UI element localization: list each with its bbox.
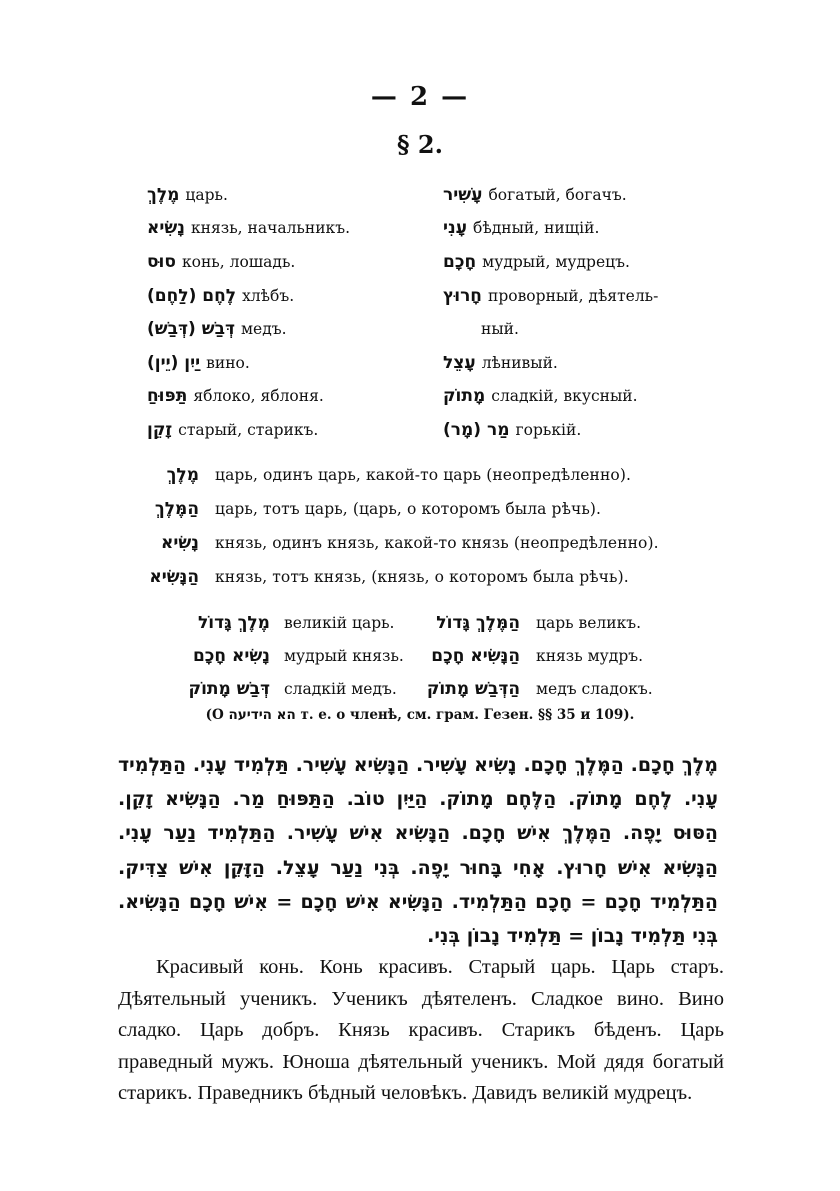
vocab-entry-continuation (443, 312, 743, 346)
vocab-russian: конь, лошадь. (181, 252, 296, 271)
vocab-russian: ный. (481, 320, 519, 339)
vocab-hebrew: לֶחֶם (לַחֶם) (147, 285, 237, 306)
article-examples (135, 458, 735, 594)
article-row (135, 526, 735, 560)
vocab-hebrew: נָשִׂיא (147, 218, 185, 239)
note-hebrew: הא הידיעה (228, 707, 296, 723)
note-prefix: (О (205, 707, 224, 723)
phrase-row (180, 606, 700, 639)
article-row (135, 492, 735, 526)
phrase-russian-predicative: князь мудръ. (536, 646, 644, 665)
hebrew-exercise: מֶלֶךְ חָכָם. הַמֶּלֶךְ חָכָם. נָשִׂיא עָשִׁיר. הַנָּשִׂיא עָשִׁיר. תַּלְמִיד עָנִי. הַתַּלְמִיד עָנִי. לֶחֶם מָתוֹק. הַלֶּחֶם מָתוֹק. הַיַּיִן טוֹב. הַתַּפּוּחַ מַר. הַנָּשִׂיא זָקֵן. הַסּוּס יָפֶה. הַמֶּלֶךְ אִישׁ חָכָם. הַנָּשִׂיא אִישׁ עָשִׁיר. הַתַּלְמִיד נַעַר עָנִי. הַנָּשִׂיא אִישׁ חָרוּץ. אָחִי בָּחוּר יָפֶה. בְּנִי נַעַר עָצֵל. הַזָּקֵן אִישׁ צַדִּיק. הַתַּלְמִיד חָכָם = חָכָם הַתַּלְמִיד. הַנָּשִׂיא אִישׁ חָכָם = אִישׁ חָכָם הַנָּשִׂיא. בְּנִי תַּלְמִיד נָבוֹן = תַּלְמִיד נָבוֹן בְּנִי. (118, 754, 718, 948)
article-hebrew: הַנָּשִׂיא (149, 567, 199, 587)
vocab-entry (147, 279, 447, 313)
vocab-hebrew: חָרוּץ (443, 285, 482, 306)
vocab-russian: мудрый, мудрецъ. (482, 252, 630, 271)
page-number: — 2 — (370, 82, 470, 112)
vocab-entry (443, 245, 743, 279)
phrase-row (180, 672, 700, 705)
vocab-entry (443, 212, 743, 246)
vocab-hebrew: מַר (מָר) (443, 419, 510, 440)
article-hebrew: נָשִׂיא (161, 533, 199, 553)
phrase-russian-attributive: великій царь. (284, 613, 395, 632)
phrase-hebrew-attributive: נָשִׂיא חָכָם (192, 645, 270, 666)
vocab-hebrew: תַּפּוּחַ (147, 386, 188, 407)
vocab-hebrew: סוּס (147, 251, 176, 272)
vocab-hebrew: עָנִי (443, 218, 468, 239)
vocab-russian: князь, начальникъ. (190, 219, 351, 238)
vocab-russian: царь. (185, 185, 228, 204)
article-russian: царь, одинъ царь, какой-то царь (неопредѣленно). (215, 466, 632, 484)
phrase-hebrew-predicative: הַמֶּלֶךְ גָּדוֹל (436, 612, 520, 633)
phrase-russian-attributive: мудрый князь. (284, 646, 404, 665)
phrase-russian-attributive: сладкій медъ. (284, 679, 397, 698)
phrase-russian-predicative: царь великъ. (536, 613, 642, 632)
article-russian: князь, одинъ князь, какой-то князь (неопредѣленно). (215, 534, 659, 552)
vocab-hebrew: עָשִׁיר (443, 184, 483, 205)
vocabulary-right-column (443, 178, 743, 447)
vocab-russian: лѣнивый. (481, 353, 558, 372)
section-heading: § 2. (397, 130, 443, 159)
vocab-entry (443, 380, 743, 414)
vocab-hebrew: חָכָם (443, 251, 477, 272)
vocab-entry (147, 312, 447, 346)
vocab-russian: яблоко, яблоня. (193, 387, 324, 406)
phrase-row (180, 639, 700, 672)
phrase-examples (180, 606, 700, 705)
vocab-entry (443, 413, 743, 447)
vocab-hebrew: דְּבַשׁ (דְּבַשׁ) (147, 319, 235, 340)
article-hebrew: הַמֶּלֶךְ (154, 499, 199, 519)
vocab-hebrew: מֶלֶךְ (147, 184, 180, 205)
article-row (135, 458, 735, 492)
vocab-entry (443, 178, 743, 212)
vocab-russian: вино. (206, 353, 250, 372)
russian-exercise: Красивый конь. Конь красивъ. Старый царь. Царь старъ. Дѣятельный ученикъ. Ученикъ дѣятеленъ. Сладкое вино. Вино сладко. Царь добръ. Князь красивъ. Старикъ бѣденъ. Царь праведный мужъ. Юноша дѣятельный ученикъ. Мой дядя богатый старикъ. Праведникъ бѣдный человѣкъ. Давидъ великій мудрецъ. (118, 956, 724, 1104)
vocab-entry (147, 212, 447, 246)
vocab-russian: проворный, дѣятель- (488, 286, 659, 305)
vocab-entry (147, 380, 447, 414)
vocab-entry (147, 413, 447, 447)
phrase-hebrew-predicative: הַנָּשִׂיא חָכָם (431, 645, 520, 666)
phrase-hebrew-attributive: מֶלֶךְ גָּדוֹל (197, 612, 270, 633)
phrase-hebrew-predicative: הַדְּבַשׁ מָתוֹק (426, 678, 520, 699)
note-suffix: т. е. о членѣ, см. грам. Гезен. §§ 35 и 109). (300, 707, 635, 723)
article-hebrew: מֶלֶךְ (166, 465, 199, 485)
vocab-russian: горькій. (515, 420, 582, 439)
phrase-russian-predicative: медъ сладокъ. (536, 679, 653, 698)
vocab-hebrew: זָקֵן (147, 419, 173, 440)
article-russian: князь, тотъ князь, (князь, о которомъ была рѣчь). (215, 568, 629, 586)
vocab-entry (443, 279, 743, 313)
grammar-note (0, 707, 840, 723)
article-row (135, 560, 735, 594)
phrase-hebrew-attributive: דְּבַשׁ מָתוֹק (188, 678, 270, 699)
vocab-russian: старый, старикъ. (178, 420, 319, 439)
vocab-hebrew: יַיִן (יֵין) (147, 352, 201, 373)
vocab-entry (147, 178, 447, 212)
vocab-russian: медъ. (240, 320, 287, 339)
vocab-hebrew: מָתוֹק (443, 386, 486, 407)
vocab-entry (443, 346, 743, 380)
vocab-russian: сладкій, вкусный. (491, 387, 638, 406)
vocab-entry (147, 346, 447, 380)
vocab-russian: хлѣбъ. (242, 286, 295, 305)
vocab-entry (147, 245, 447, 279)
vocab-russian: бѣдный, нищій. (473, 219, 600, 238)
article-russian: царь, тотъ царь, (царь, о которомъ была рѣчь). (215, 500, 602, 518)
vocab-hebrew: עָצֵל (443, 352, 476, 373)
vocabulary-left-column (147, 178, 447, 447)
vocab-russian: богатый, богачъ. (488, 185, 627, 204)
